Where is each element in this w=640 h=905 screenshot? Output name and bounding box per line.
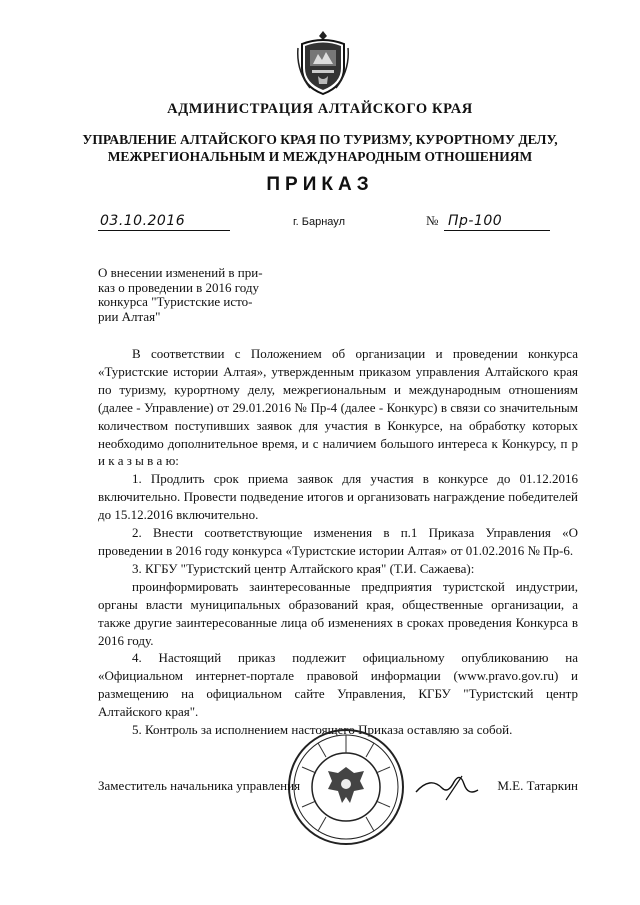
coat-of-arms-icon (296, 30, 350, 96)
order-item-1: 1. Продлить срок приема заявок для участия в конкурсе до 01.12.2016 включительно. Провести подведение итогов и организовать награждение победителей до 15.12.2016 включительно. (98, 471, 578, 523)
order-number: Пр-100 (448, 213, 503, 229)
subject-line: О внесении изменений в при- (98, 265, 263, 280)
number-field (444, 212, 550, 231)
order-item-3: 3. КГБУ "Туристский центр Алтайского края" (Т.И. Сажаева): (132, 560, 475, 576)
subject-line: конкурса "Туристские исто- (98, 294, 253, 309)
date-field (98, 212, 230, 231)
order-body (98, 345, 578, 739)
order-date: 03.10.2016 (100, 213, 186, 229)
preamble-paragraph: В соответствии с Положением об организации и проведении конкурса «Туристские истории Алтая», утвержденным приказом управления Алтайского края по туризму, курортному делу, межрегиональным и международным отношениям (далее - Управление) от 29.01.2016 № Пр-4 (далее - Конкурс) в связи со значительным количеством поступивших заявок для участия в Конкурсе, на обработку которых необходимо дополнительное время, и с наличием большого интереса к Конкурсу, п р и к а з ы в а ю: (98, 346, 578, 469)
subject-line: рии Алтая" (98, 308, 161, 324)
department-name-line2: МЕЖРЕГИОНАЛЬНЫМ И МЕЖДУНАРОДНЫМ ОТНОШЕНИЯМ (107, 149, 533, 164)
handwritten-signature (412, 770, 482, 804)
order-item-4: 4. Настоящий приказ подлежит официальному опубликованию на «Официальном интернет-портале правовой информации (www.pravo.gov.ru) и размещению на официальном сайте Управления, КГБУ "Туристский центр Алтайского края". (98, 650, 578, 720)
order-item-2: 2. Внести соответствующие изменения в п.1 Приказа Управления «О проведении в 2016 году конкурса «Туристские истории Алтая» от 01.02.2016 № Пр-6. (98, 525, 578, 558)
subject-line: каз о проведении в 2016 году (98, 279, 260, 295)
signer-name: М.Е. Татаркин (497, 778, 578, 793)
document-title: ПРИКАЗ (266, 174, 374, 195)
department-name-line1: УПРАВЛЕНИЕ АЛТАЙСКОГО КРАЯ ПО ТУРИЗМУ, КУРОРТНОМУ ДЕЛУ, (82, 132, 558, 147)
order-item-5: 5. Контроль за исполнением настоящего Приказа оставляю за собой. (132, 722, 513, 738)
order-subject (98, 266, 294, 324)
number-label: № (426, 213, 439, 228)
city: г. Барнаул (293, 216, 345, 228)
official-seal-stamp (286, 727, 406, 847)
department-name (0, 131, 640, 165)
organization-name: АДМИНИСТРАЦИЯ АЛТАЙСКОГО КРАЯ (167, 101, 473, 117)
signer-position: Заместитель начальника управления (98, 778, 301, 793)
order-item-3-detail: проинформировать заинтересованные предприятия туристской индустрии, органы власти муниципальных образований края, общественные организации, а также другие заинтересованные лица об изменениях в сроках проведения Конкурса в 2016 году. (98, 578, 578, 648)
